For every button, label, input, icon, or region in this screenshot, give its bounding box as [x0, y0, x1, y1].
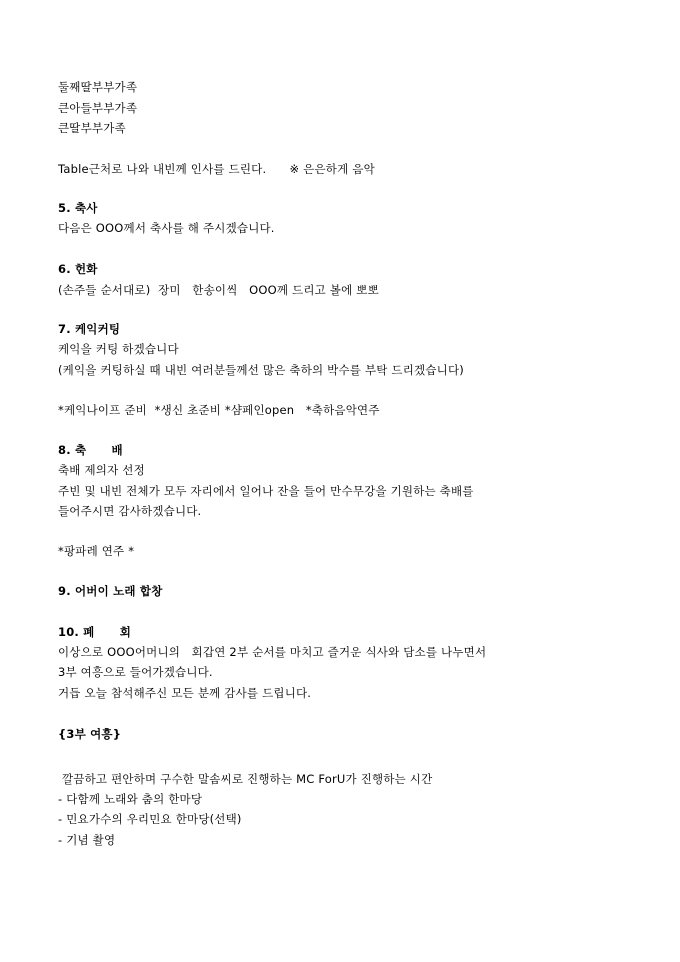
- part3-intro: 깔끔하고 편안하며 구수한 말솜씨로 진행하는 MC ForU가 진행하는 시간: [62, 772, 433, 786]
- section6-line-1: (손주들 순서대로) 장미 한송이씩 OOO께 드리고 볼에 뽀뽀: [58, 283, 379, 297]
- section10-line-1: 이상으로 OOO어머니의 회갑연 2부 순서를 마치고 즐거운 식사와 담소를 나누면서: [58, 645, 487, 659]
- family-line-1: 둘째딸부부가족: [58, 80, 138, 94]
- section7-line-2: (케익을 커팅하실 때 내빈 여러분들께선 많은 축하의 박수를 부탁 드리겠습니다): [58, 363, 464, 377]
- section8-note: *팡파레 연주 *: [58, 544, 135, 558]
- greeting-line: Table근처로 나와 내빈께 인사를 드린다. ※ 은은하게 음악: [58, 162, 375, 176]
- section8-line-3: 들어주시면 감사하겠습니다.: [58, 504, 202, 518]
- section10-heading: 10. 폐 회: [58, 625, 132, 639]
- part3-item-3: - 기념 촬영: [58, 833, 116, 847]
- section5-line-1: 다음은 OOO께서 축사를 해 주시겠습니다.: [58, 221, 275, 235]
- section8-heading: 8. 축 배: [58, 443, 123, 457]
- section7-line-1: 케익을 커팅 하겠습니다: [58, 342, 179, 356]
- part3-heading: {3부 여흥}: [58, 727, 122, 741]
- family-line-3: 큰딸부부가족: [58, 121, 126, 135]
- family-line-2: 큰아들부부가족: [58, 101, 138, 115]
- section8-line-2: 주빈 및 내빈 전체가 모두 자리에서 일어나 잔을 들어 만수무강을 기원하는 축배를: [58, 484, 474, 498]
- section7-heading: 7. 케익커팅: [58, 322, 121, 336]
- document-page: [58, 0, 648, 962]
- section10-line-3: 거듭 오늘 참석해주신 모든 분께 감사를 드립니다.: [58, 686, 312, 700]
- section6-heading: 6. 헌화: [58, 262, 98, 276]
- section5-heading: 5. 축사: [58, 201, 98, 215]
- part3-item-2: - 민요가수의 우리민요 한마당(선택): [58, 812, 242, 826]
- part3-item-1: - 다함께 노래와 춤의 한마당: [58, 792, 203, 806]
- section10-line-2: 3부 여흥으로 들어가겠습니다.: [58, 665, 213, 679]
- section9-heading: 9. 어버이 노래 합창: [58, 584, 163, 598]
- section8-line-1: 축배 제의자 선정: [58, 463, 145, 477]
- section7-note: *케익나이프 준비 *생신 초준비 *샴페인open *축하음악연주: [58, 403, 380, 417]
